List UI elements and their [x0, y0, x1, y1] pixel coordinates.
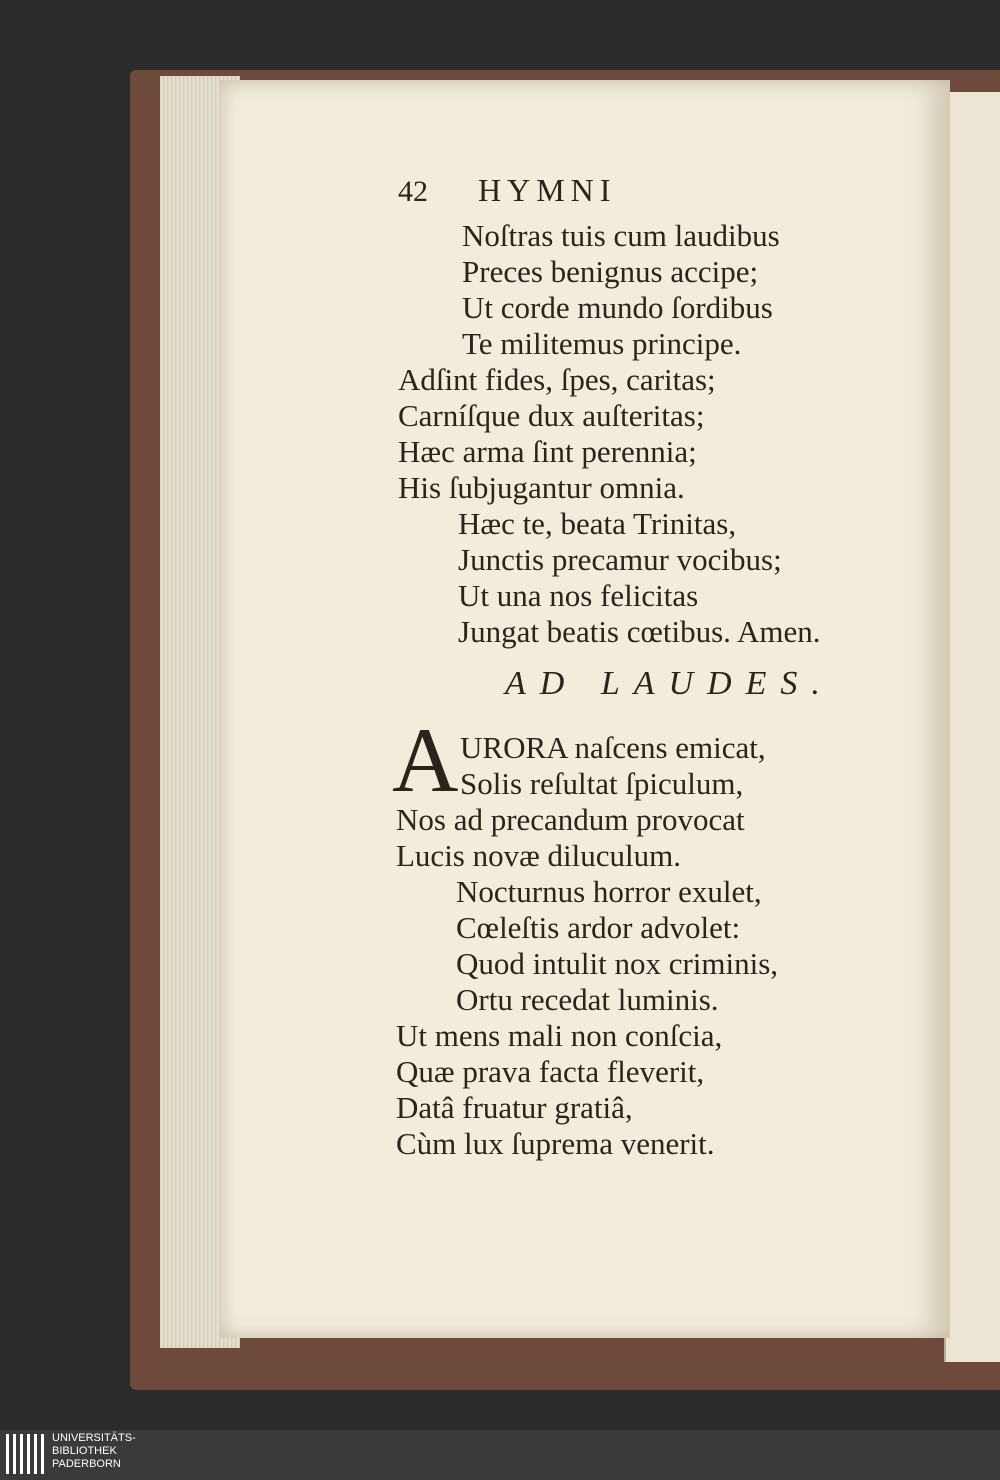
verse-line: Cœleſtis ardor advolet: [456, 910, 741, 945]
verse-line: Lucis novæ diluculum. [396, 838, 682, 873]
verse-line: Ut corde mundo ſordibus [462, 290, 773, 325]
verse-line: Te militemus principe. [462, 326, 742, 361]
library-logo-icon [6, 1434, 44, 1474]
verse-line: Hæc te, beata Trinitas, [458, 506, 737, 541]
verse-line: Jungat beatis cœtibus. Amen. [458, 614, 821, 649]
verse-line: Adſint fides, ſpes, caritas; [398, 362, 716, 397]
page-number: 42 [398, 175, 428, 208]
verse-line: His ſubjugantur omnia. [398, 470, 685, 505]
logo-line: BIBLIOTHEK [52, 1445, 117, 1457]
page-text [220, 80, 950, 1338]
verse-line: Nocturnus horror exulet, [456, 874, 762, 909]
verse-line: Ortu recedat luminis. [456, 982, 719, 1017]
section-heading: AD LAUDES. [505, 665, 834, 702]
verse-line: Ut mens mali non conſcia, [396, 1018, 723, 1053]
book-page [220, 80, 950, 1338]
verse-line: Solis reſultat ſpiculum, [460, 766, 744, 801]
verse-line: Cùm lux ſuprema venerit. [396, 1126, 715, 1161]
facing-page-edge [944, 92, 1000, 1362]
footer-bar [0, 1430, 1000, 1480]
verse-line: Hæc arma ſint perennia; [398, 434, 697, 469]
verse-line: Nos ad precandum provocat [396, 802, 745, 837]
verse-line: Ut una nos felicitas [458, 578, 699, 613]
verse-line: Preces benignus accipe; [462, 254, 759, 289]
verse-line-first: URORA naſcens emicat, [460, 730, 766, 765]
verse-line: Quæ prava facta fleverit, [396, 1054, 705, 1089]
verse-line: Noſtras tuis cum laudibus [462, 218, 780, 253]
verse-line: Junctis precamur vocibus; [458, 542, 782, 577]
verse-line: Datâ fruatur gratiâ, [396, 1090, 633, 1125]
logo-line: PADERBORN [52, 1458, 121, 1470]
library-logo-text [52, 1432, 136, 1471]
drop-cap: A [392, 709, 459, 811]
verse-line: Carníſque dux auſteritas; [398, 398, 705, 433]
verse-line: Quod intulit nox criminis, [456, 946, 779, 981]
running-header [398, 172, 616, 212]
logo-line: UNIVERSITÄTS- [52, 1432, 136, 1444]
running-title: HYMNI [478, 172, 617, 208]
